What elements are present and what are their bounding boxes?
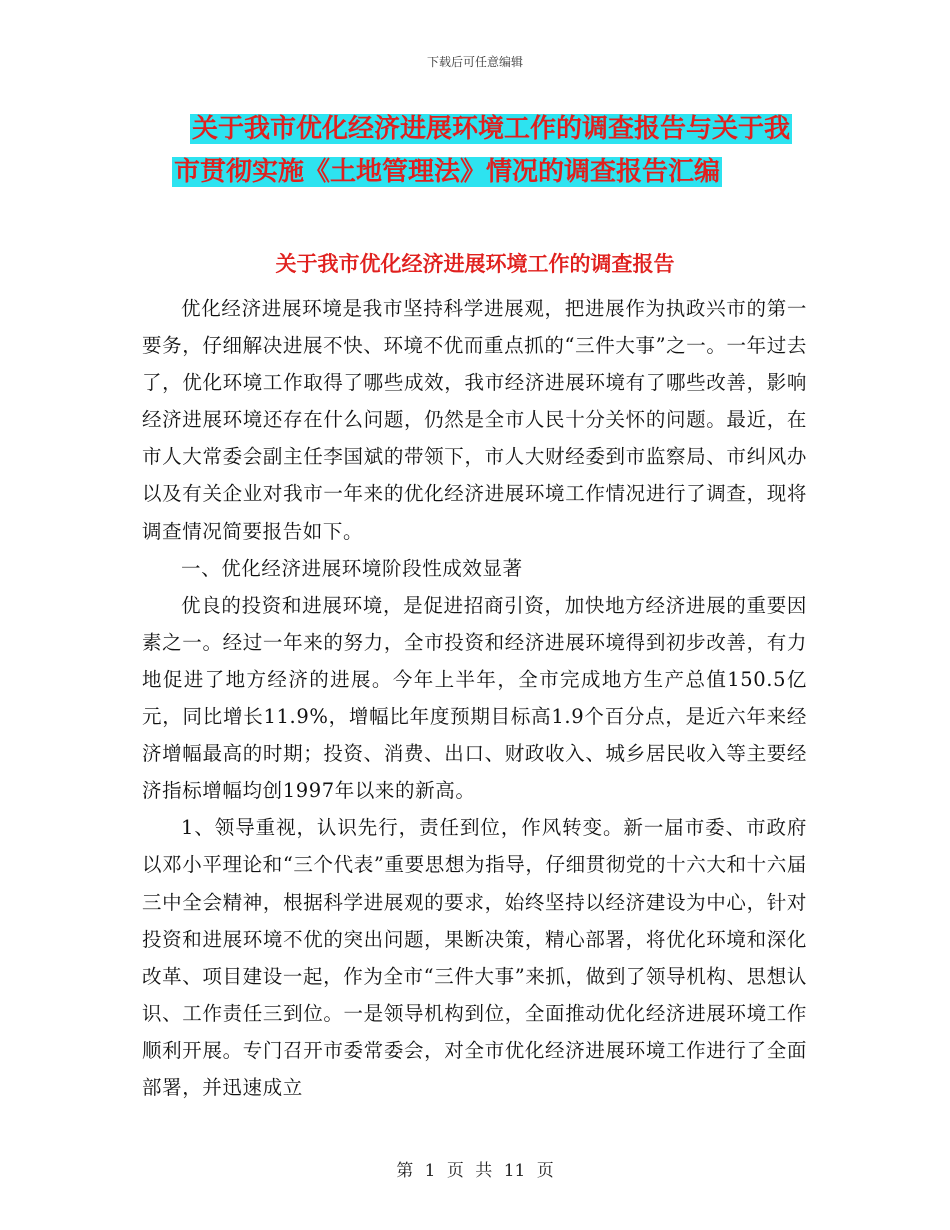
title-line-2: 市贯彻实施《土地管理法》情况的调查报告汇编 bbox=[174, 157, 721, 187]
section-heading: 一、优化经济进展环境阶段性成效显著 bbox=[181, 556, 523, 580]
title-line-1: 关于我市优化经济进展环境工作的调查报告与关于我 bbox=[192, 114, 791, 144]
paragraph: 1、领导重视，认识先行，责任到位，作风转变。新一届市委、市政府以邓小平理论和“三个代表”重要思想为指导，仔细贯彻党的十六大和十六届三中全会精神，根据科学进展观的要求，始终坚持以经济建设为中心，针对投资和进展环境不优的突出问题，果断决策，精心部署，将优化环境和深化改革、项目建设一起，作为全市“三件大事”来抓，做到了领导机构、思想认识、工作责任三到位。一是领导机构到位，全面推动优化经济进展环境工作顺利开展。专门召开市委常委会，对全市优化经济进展环境工作进行了全面部署，并迅速成立 bbox=[142, 816, 807, 1099]
paragraph: 优化经济进展环境是我市坚持科学进展观，把进展作为执政兴市的第一要务，仔细解决进展不快、环境不优而重点抓的“三件大事”之一。一年过去了，优化环境工作取得了哪些成效，我市经济进展环境有了哪些改善，影响经济进展环境还存在什么问题，仍然是全市人民十分关怀的问题。最近，在市人大常委会副主任李国斌的带领下，市人大财经委到市监察局、市纠风办以及有关企业对我市一年来的优化经济进展环境工作情况进行了调查，现将调查情况简要报告如下。 bbox=[142, 297, 807, 543]
page-footer: 第 1 页 共 11 页 bbox=[396, 1161, 554, 1181]
paragraph: 优良的投资和进展环境，是促进招商引资，加快地方经济进展的重要因素之一。经过一年来的努力，全市投资和经济进展环境得到初步改善，有力地促进了地方经济的进展。今年上半年，全市完成地方生产总值150.5亿元，同比增长11.9%，增幅比年度预期目标高1.9个百分点，是近六年来经济增幅最高的时期；投资、消费、出口、财政收入、城乡居民收入等主要经济指标增幅均创1997年以来的新高。 bbox=[142, 593, 807, 803]
document-title bbox=[174, 108, 820, 194]
section-title: 关于我市优化经济进展环境工作的调查报告 bbox=[275, 252, 675, 276]
body-text bbox=[142, 290, 807, 1106]
header-note: 下载后可任意编辑 bbox=[426, 55, 523, 69]
